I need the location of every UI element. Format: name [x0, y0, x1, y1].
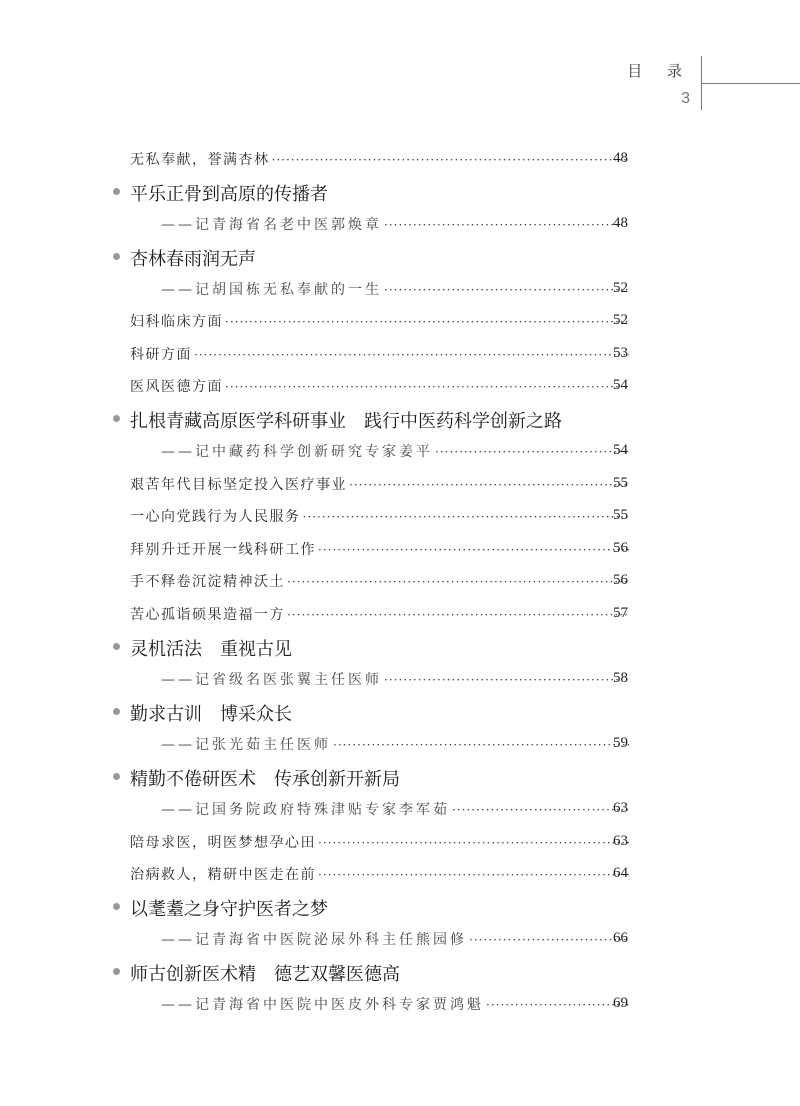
toc-page-number: 63: [613, 800, 628, 816]
leader-dots: [287, 575, 629, 589]
toc-heading[interactable]: 以耄耋之身守护医者之梦: [130, 899, 328, 920]
bullet-icon: [113, 773, 120, 780]
toc-entry-label: 手不释卷沉淀精神沃土: [130, 574, 285, 590]
toc-entry-label: ——记国务院政府特殊津贴专家李军茹: [161, 802, 450, 818]
leader-dots: [384, 283, 629, 297]
toc-entry-label: 妇科临床方面: [130, 314, 223, 330]
bullet-icon: [113, 968, 120, 975]
bullet-icon: [113, 903, 120, 910]
toc-page-number: 55: [613, 507, 628, 523]
toc-entry-label: 拜别升迁开展一线科研工作: [130, 542, 316, 558]
toc-entry-label: 一心向党践行为人民服务: [130, 509, 301, 525]
toc-page-number: 59: [613, 735, 628, 751]
toc-page-number: 55: [613, 475, 628, 491]
toc-section-entry[interactable]: [130, 539, 633, 559]
toc-section-entry[interactable]: [130, 832, 633, 852]
toc-entry-label: ——记青海省中医院泌尿外科主任熊园修: [161, 932, 467, 948]
leader-dots: [435, 445, 629, 459]
toc-subtitle-entry[interactable]: [161, 279, 633, 299]
toc-entry-label: 医风医德方面: [130, 379, 223, 395]
toc-page-number: 53: [613, 345, 628, 361]
toc-section-entry[interactable]: [130, 506, 633, 526]
toc-heading[interactable]: 扎根青藏高原医学科研事业 践行中医药科学创新之路: [130, 411, 562, 432]
toc-page-number: 52: [613, 280, 628, 296]
leader-dots: [333, 738, 629, 752]
running-header-title: 目 录: [627, 62, 692, 80]
leader-dots: [469, 933, 629, 947]
header-horizontal-rule: [701, 83, 800, 84]
leader-dots: [194, 348, 629, 362]
toc-entry-label: ——记青海省名老中医郭焕章: [161, 217, 382, 233]
toc-section-entry[interactable]: [130, 311, 633, 331]
toc-entry-label: ——记中藏药科学创新研究专家姜平: [161, 444, 433, 460]
toc-page-number: 57: [613, 605, 628, 621]
toc-page-number: 54: [613, 442, 628, 458]
toc-entry-label: 陪母求医，明医梦想孕心田: [130, 835, 316, 851]
leader-dots: [318, 836, 629, 850]
leader-dots: [384, 218, 629, 232]
page-header: [0, 0, 800, 120]
toc-subtitle-entry[interactable]: [161, 214, 633, 234]
toc-entry-label: 科研方面: [130, 347, 192, 363]
leader-dots: [318, 543, 629, 557]
bullet-icon: [113, 643, 120, 650]
toc-section-entry[interactable]: [130, 864, 633, 884]
bullet-icon: [113, 415, 120, 422]
leader-dots: [384, 673, 629, 687]
toc-page-number: 64: [613, 865, 628, 881]
toc-page-number: 63: [613, 833, 628, 849]
toc-section-entry[interactable]: [130, 376, 633, 396]
toc-section-entry[interactable]: [130, 474, 633, 494]
toc-entry-label: ——记省级名医张翼主任医师: [161, 672, 382, 688]
leader-dots: [452, 803, 629, 817]
leader-dots: [349, 478, 629, 492]
toc-subtitle-entry[interactable]: [161, 669, 633, 689]
toc-entry-label: ——记青海省中医院中医皮外科专家贾鸿魁: [161, 997, 484, 1013]
toc-page-number: 56: [613, 572, 628, 588]
bullet-icon: [113, 708, 120, 715]
toc-entry-label: 无私奉献，誉满杏林: [130, 152, 270, 168]
toc-subtitle-entry[interactable]: [161, 799, 633, 819]
leader-dots: [225, 315, 629, 329]
toc-heading[interactable]: 平乐正骨到高原的传播者: [130, 184, 328, 205]
leader-dots: [318, 868, 629, 882]
toc-subtitle-entry[interactable]: [161, 441, 633, 461]
toc-heading[interactable]: 师古创新医术精 德艺双馨医德高: [130, 964, 400, 985]
toc-section-entry[interactable]: [130, 149, 633, 169]
leader-dots: [486, 998, 629, 1012]
leader-dots: [272, 153, 630, 167]
toc-page-number: 48: [613, 215, 628, 231]
toc-section-entry[interactable]: [130, 604, 633, 624]
toc-section-entry[interactable]: [130, 344, 633, 364]
toc-page-number: 48: [613, 150, 628, 166]
toc-heading[interactable]: 精勤不倦研医术 传承创新开新局: [130, 769, 400, 790]
toc-page-number: 52: [613, 312, 628, 328]
toc-page-number: 69: [613, 995, 628, 1011]
toc-entry-label: 艰苦年代目标坚定投入医疗事业: [130, 477, 347, 493]
leader-dots: [287, 608, 629, 622]
toc-entry-label: ——记张光茹主任医师: [161, 737, 331, 753]
toc-subtitle-entry[interactable]: [161, 734, 633, 754]
toc-section-entry[interactable]: [130, 571, 633, 591]
toc-page-number: 56: [613, 540, 628, 556]
toc-page-number: 58: [613, 670, 628, 686]
bullet-icon: [113, 188, 120, 195]
toc-subtitle-entry[interactable]: [161, 929, 633, 949]
toc-heading[interactable]: 杏林春雨润无声: [130, 249, 256, 270]
toc-heading[interactable]: 灵机活法 重视古见: [130, 639, 292, 660]
page-number: 3: [681, 90, 690, 107]
toc-heading[interactable]: 勤求古训 博采众长: [130, 704, 292, 725]
bullet-icon: [113, 253, 120, 260]
leader-dots: [225, 380, 629, 394]
leader-dots: [303, 510, 630, 524]
toc-page-number: 66: [613, 930, 628, 946]
toc-entry-label: 治病救人，精研中医走在前: [130, 867, 316, 883]
toc-entry-label: ——记胡国栋无私奉献的一生: [161, 282, 382, 298]
toc-subtitle-entry[interactable]: [161, 994, 633, 1014]
toc-page-number: 54: [613, 377, 628, 393]
toc-entry-label: 苦心孤诣硕果造福一方: [130, 607, 285, 623]
